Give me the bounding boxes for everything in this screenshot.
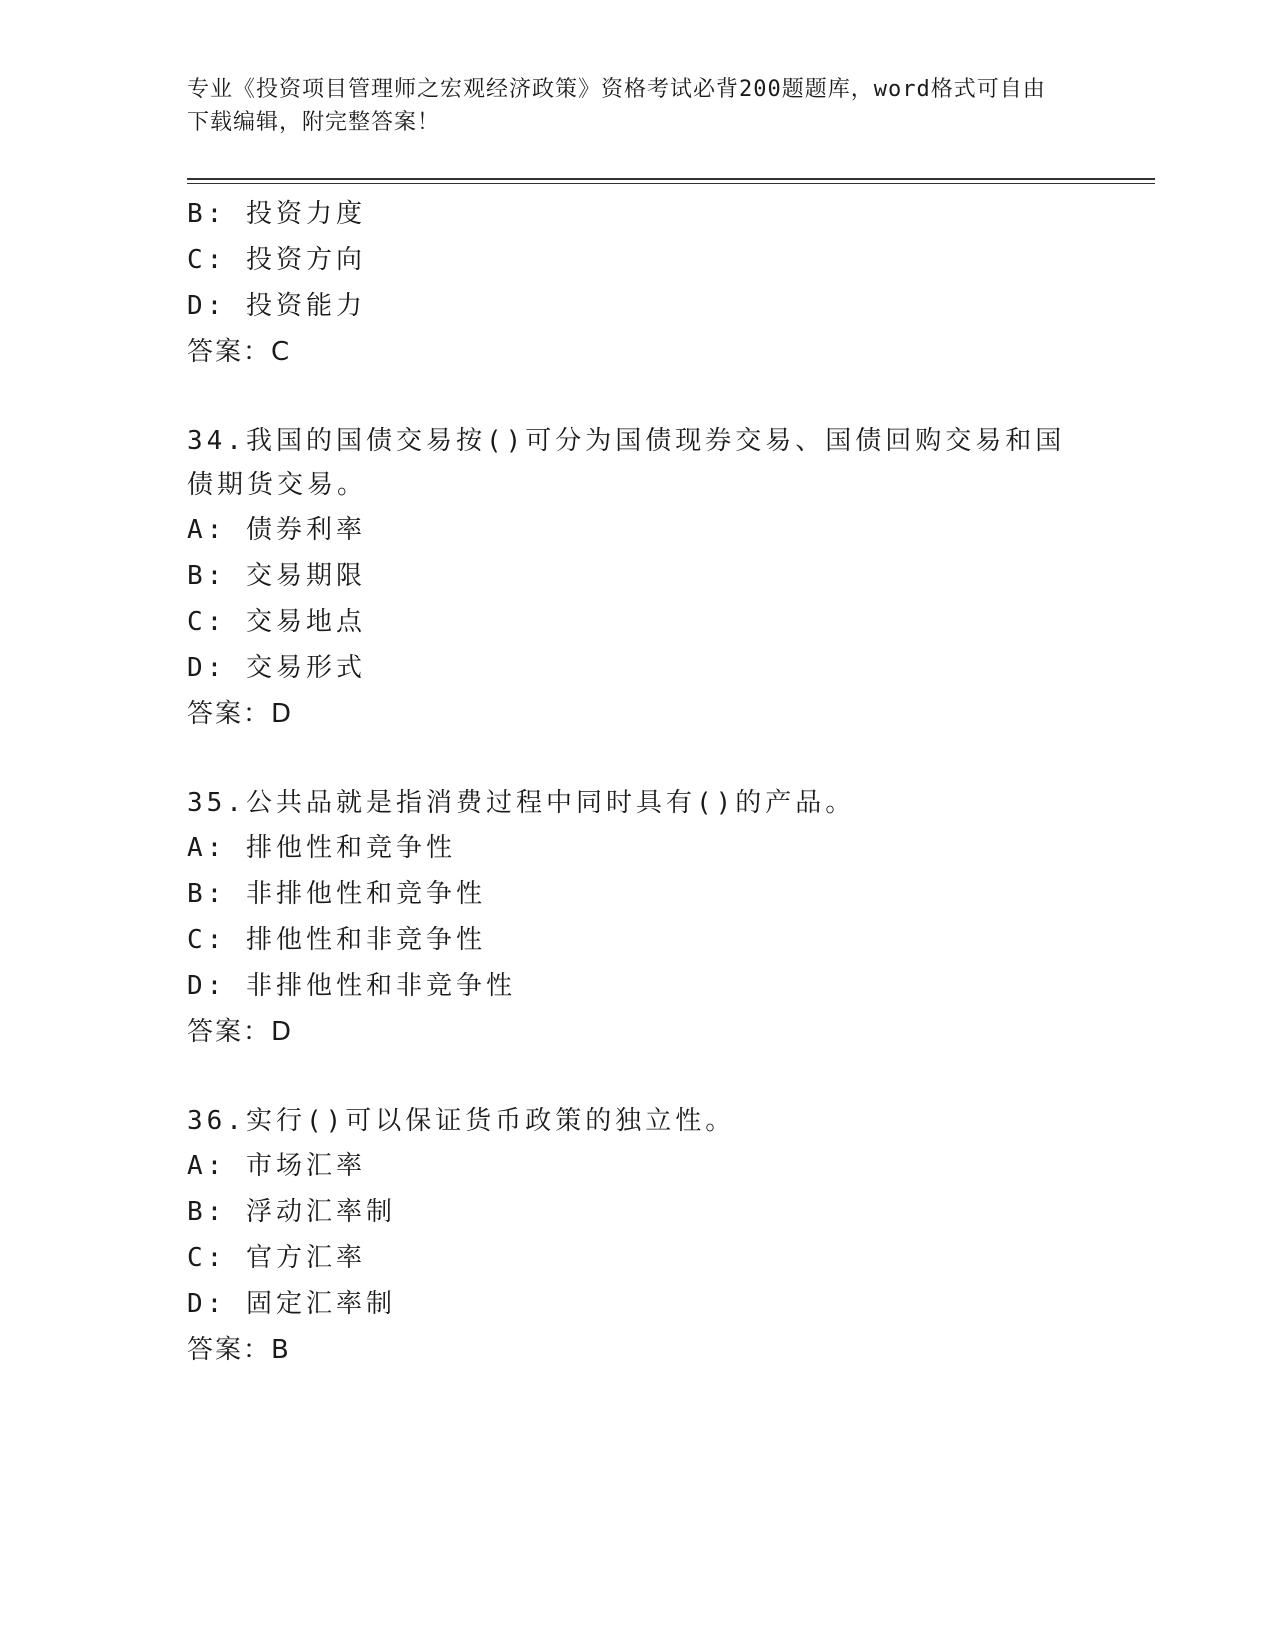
answer: 答案：C	[187, 337, 292, 367]
question-stem: 36.实行()可以保证货币政策的独立性。	[187, 1106, 736, 1136]
question-stem: 34.我国的国债交易按()可分为国债现券交易、国债回购交易和国债期货交易。	[187, 426, 1066, 500]
question-33-tail	[187, 191, 1087, 375]
option-b: B: 非排他性和竞争性	[187, 879, 486, 909]
question-stem: 35.公共品就是指消费过程中同时具有()的产品。	[187, 788, 856, 818]
option-c: C: 排他性和非竞争性	[187, 925, 486, 955]
option-d: D: 固定汇率制	[187, 1289, 396, 1319]
option-b: B: 投资力度	[187, 199, 366, 229]
option-a: A: 债券利率	[187, 515, 366, 545]
question-list	[187, 191, 1087, 1373]
option-a: A: 排他性和竞争性	[187, 833, 456, 863]
option-b: B: 交易期限	[187, 561, 366, 591]
document-header: 专业《投资项目管理师之宏观经济政策》资格考试必背200题题库，word格式可自由下载编辑，附完整答案！	[187, 77, 1046, 135]
answer: 答案：B	[187, 1335, 291, 1365]
option-c: C: 投资方向	[187, 245, 366, 275]
option-d: D: 投资能力	[187, 291, 366, 321]
answer: 答案：D	[187, 1017, 294, 1047]
option-c: C: 交易地点	[187, 607, 366, 637]
question-34	[187, 419, 1087, 737]
option-b: B: 浮动汇率制	[187, 1197, 396, 1227]
header-divider	[187, 178, 1155, 184]
question-35	[187, 781, 1087, 1055]
option-a: A: 市场汇率	[187, 1151, 366, 1181]
option-c: C: 官方汇率	[187, 1243, 366, 1273]
question-36	[187, 1099, 1087, 1373]
option-d: D: 交易形式	[187, 653, 366, 683]
option-d: D: 非排他性和非竞争性	[187, 971, 516, 1001]
answer: 答案：D	[187, 699, 294, 729]
